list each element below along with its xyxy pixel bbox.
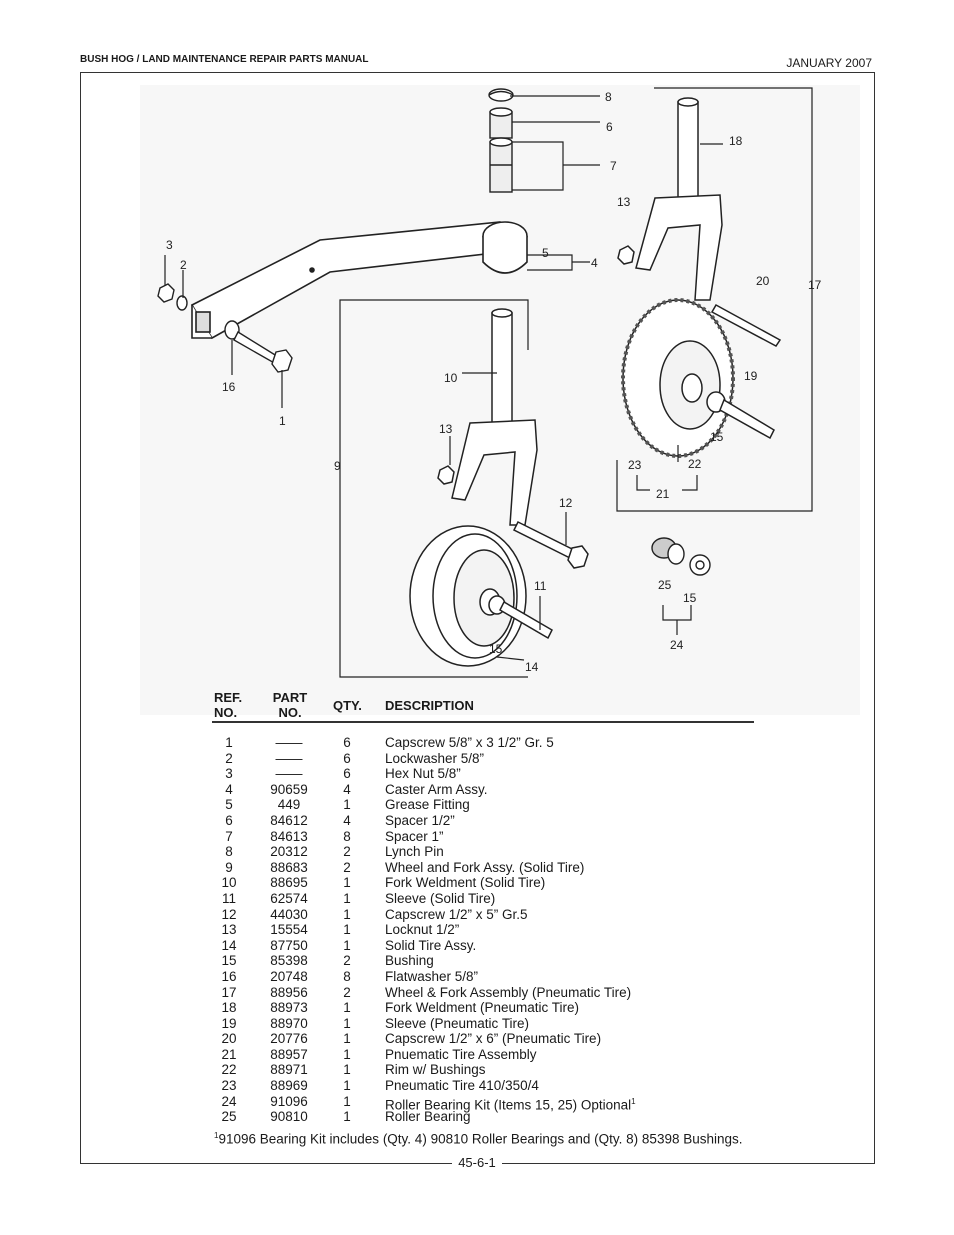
part-number-cell: [262, 1094, 316, 1110]
part-number-cell: [262, 1078, 316, 1094]
ref-cell: [212, 766, 246, 782]
callout-label: 10: [444, 371, 458, 385]
callout-label: 20: [756, 274, 770, 288]
qty-cell-text: 2: [343, 844, 351, 860]
qty-cell-text: 1: [343, 1062, 351, 1078]
qty-cell: [336, 751, 358, 767]
ref-cell: [212, 735, 246, 751]
table-row: [212, 953, 772, 969]
description-cell: [385, 1047, 537, 1063]
part-number-cell-text: 20776: [270, 1031, 308, 1047]
qty-cell-text: 4: [343, 812, 351, 828]
ref-cell: [212, 907, 246, 923]
description-cell-text: Rim w/ Bushings: [385, 1062, 486, 1078]
description-cell: [385, 907, 528, 923]
callout-label: 22: [688, 457, 702, 471]
page-number: [0, 1155, 954, 1170]
ref-cell-text: 13: [221, 922, 237, 938]
ref-cell: [212, 751, 246, 767]
part-number-cell: [262, 844, 316, 860]
part-number-cell: [262, 969, 316, 985]
ref-cell: [212, 938, 246, 954]
description-cell: [385, 829, 444, 845]
part-number-cell-text: 20748: [270, 968, 308, 984]
part-number-cell-text: 84612: [270, 812, 308, 828]
bearing-kit-footnote: [214, 1131, 743, 1147]
table-header-part: PART NO.: [272, 690, 308, 720]
description-cell-text: Capscrew 5/8” x 3 1/2” Gr. 5: [385, 735, 554, 750]
qty-cell-text: 8: [343, 828, 351, 844]
table-row: [212, 969, 772, 985]
qty-cell: [336, 1094, 358, 1110]
qty-cell-text: 1: [343, 1093, 351, 1109]
table-row: [212, 907, 772, 923]
description-cell: [385, 891, 495, 907]
callout-label: 21: [656, 487, 670, 501]
table-row: [212, 1109, 772, 1125]
qty-cell: [336, 735, 358, 751]
qty-cell-text: 1: [343, 1015, 351, 1031]
table-row: [212, 938, 772, 954]
part-number-cell: [262, 875, 316, 891]
callout-label: 2: [180, 258, 187, 272]
part-number-cell: [262, 1109, 316, 1125]
callout-label: 4: [591, 256, 598, 270]
description-cell: [385, 844, 444, 860]
callout-label: 13: [617, 195, 631, 209]
ref-cell-text: 12: [221, 906, 237, 922]
part-number-cell: [262, 797, 316, 813]
part-number-cell: [262, 907, 316, 923]
part-number-cell: [262, 922, 316, 938]
description-cell-text: Bushing: [385, 953, 434, 969]
ref-cell: [212, 1094, 246, 1110]
table-row: [212, 735, 772, 751]
ref-cell: [212, 1047, 246, 1063]
qty-cell-text: 1: [343, 1046, 351, 1062]
description-cell: [385, 985, 631, 1001]
description-cell-text: Capscrew 1/2” x 5” Gr.5: [385, 906, 528, 922]
table-row: [212, 1000, 772, 1016]
description-cell: [385, 875, 545, 891]
ref-cell: [212, 1109, 246, 1125]
ref-cell: [212, 1016, 246, 1032]
qty-cell: [336, 969, 358, 985]
table-row: [212, 797, 772, 813]
callout-label: 1: [279, 414, 286, 428]
qty-cell-text: 8: [343, 968, 351, 984]
qty-cell-text: 1: [343, 1109, 351, 1125]
ref-cell-text: 4: [225, 781, 233, 797]
description-cell: [385, 782, 488, 798]
ref-cell-text: 11: [221, 890, 236, 906]
qty-cell: [336, 782, 358, 798]
callout-label: 13: [439, 422, 453, 436]
qty-cell: [336, 1062, 358, 1078]
ref-cell: [212, 1062, 246, 1078]
qty-cell: [336, 1016, 358, 1032]
table-row: [212, 1093, 772, 1113]
ref-cell: [212, 797, 246, 813]
table-row: [212, 766, 772, 782]
qty-cell-text: 1: [343, 890, 351, 906]
callout-label: 18: [729, 134, 743, 148]
part-number-cell-text: ——: [275, 735, 303, 750]
qty-cell-text: 1: [343, 797, 351, 813]
part-number-cell: [262, 860, 316, 876]
qty-cell-text: 2: [343, 859, 351, 875]
description-cell: [385, 969, 478, 985]
description-cell-text: Spacer 1”: [385, 828, 444, 844]
parts-list-table: [212, 735, 772, 1125]
qty-cell-text: 6: [343, 735, 351, 750]
qty-cell: [336, 829, 358, 845]
part-number-cell-text: 15554: [270, 922, 308, 938]
ref-cell-text: 16: [221, 968, 237, 984]
description-cell: [385, 1062, 486, 1078]
part-number-cell: [262, 766, 316, 782]
qty-cell-text: 1: [343, 937, 351, 953]
part-number-cell: [262, 1047, 316, 1063]
qty-cell-text: 6: [343, 766, 351, 782]
description-cell-text: Caster Arm Assy.: [385, 781, 488, 797]
table-row: [212, 1047, 772, 1063]
description-cell: [385, 860, 584, 876]
part-number-cell: [262, 1062, 316, 1078]
qty-cell-text: 6: [343, 750, 351, 766]
table-row: [212, 1062, 772, 1078]
table-row: [212, 829, 772, 845]
qty-cell: [336, 860, 358, 876]
table-header-ref: REF. NO.: [214, 690, 243, 720]
part-number-cell-text: 90810: [270, 1109, 308, 1125]
part-number-cell: [262, 953, 316, 969]
ref-cell: [212, 844, 246, 860]
part-number-cell: [262, 985, 316, 1001]
part-number-cell-text: 87750: [270, 937, 308, 953]
description-cell-text: Roller Bearing: [385, 1109, 471, 1125]
part-number-cell-text: 20312: [270, 844, 308, 860]
callout-label: 15: [489, 642, 503, 656]
description-cell: [385, 922, 459, 938]
description-cell: [385, 1078, 539, 1094]
table-row: [212, 1016, 772, 1032]
callout-label: 14: [525, 660, 539, 674]
qty-cell: [336, 953, 358, 969]
part-number-cell-text: 449: [277, 797, 301, 813]
callout-label: 7: [610, 159, 617, 173]
ref-cell-text: 19: [221, 1015, 237, 1031]
qty-cell: [336, 1031, 358, 1047]
part-number-cell-text: ——: [275, 750, 303, 766]
part-number-cell: [262, 1016, 316, 1032]
callout-label: 6: [606, 120, 613, 134]
description-cell-text: Lockwasher 5/8”: [385, 750, 485, 766]
ref-cell: [212, 953, 246, 969]
qty-cell-text: 1: [343, 1000, 351, 1016]
description-cell-text: Solid Tire Assy.: [385, 937, 477, 953]
ref-cell-text: 21: [221, 1046, 237, 1062]
ref-cell: [212, 875, 246, 891]
qty-cell-text: 1: [343, 922, 351, 938]
part-number-cell-text: 88970: [270, 1015, 308, 1031]
part-number-cell-text: 62574: [270, 890, 308, 906]
manual-title-header: BUSH HOG / LAND MAINTENANCE REPAIR PARTS MANUAL: [80, 54, 369, 65]
description-cell: [385, 813, 455, 829]
callout-label: 17: [808, 278, 822, 292]
description-cell-text: Sleeve (Solid Tire): [385, 890, 496, 906]
description-cell-text: Grease Fitting: [385, 797, 470, 813]
ref-cell-text: 18: [221, 1000, 237, 1016]
qty-cell: [336, 1078, 358, 1094]
description-cell-text: Roller Bearing Kit (Items 15, 25) Optional: [385, 1097, 632, 1113]
table-row: [212, 782, 772, 798]
table-row: [212, 1031, 772, 1047]
ref-cell-text: 14: [221, 937, 237, 953]
description-cell: [385, 766, 461, 782]
ref-cell-text: 3: [225, 766, 233, 782]
ref-cell: [212, 969, 246, 985]
ref-cell-text: 20: [221, 1031, 237, 1047]
qty-cell: [336, 875, 358, 891]
qty-cell-text: 1: [343, 906, 351, 922]
description-cell: [385, 1016, 529, 1032]
ref-cell: [212, 1000, 246, 1016]
ref-cell-text: 23: [221, 1078, 237, 1094]
part-number-cell-text: 90659: [270, 781, 308, 797]
part-number-cell-text: 85398: [270, 953, 308, 969]
table-row: [212, 1078, 772, 1094]
description-cell: [385, 751, 484, 767]
qty-cell: [336, 797, 358, 813]
table-row: [212, 844, 772, 860]
ref-cell: [212, 829, 246, 845]
ref-cell: [212, 1031, 246, 1047]
ref-cell-text: 9: [225, 859, 233, 875]
qty-cell-text: 1: [343, 1078, 351, 1094]
table-row: [212, 751, 772, 767]
callout-label: 11: [534, 579, 547, 593]
part-number-cell: [262, 829, 316, 845]
part-number-cell: [262, 891, 316, 907]
qty-cell: [336, 1109, 358, 1125]
callout-label: 9: [334, 459, 341, 473]
part-number-cell-text: ——: [275, 766, 303, 782]
description-cell-text: Fork Weldment (Pneumatic Tire): [385, 1000, 580, 1016]
part-number-cell: [262, 735, 316, 751]
qty-cell: [336, 844, 358, 860]
description-cell-text: Pnuematic Tire Assembly: [385, 1046, 537, 1062]
ref-cell: [212, 782, 246, 798]
page-number-label: 45-6-1: [452, 1155, 502, 1170]
part-number-cell-text: 88683: [270, 859, 308, 875]
part-number-cell: [262, 813, 316, 829]
description-cell-text: Capscrew 1/2” x 6” (Pneumatic Tire): [385, 1031, 602, 1047]
part-number-cell-text: 44030: [270, 906, 308, 922]
part-number-cell-text: 88695: [270, 875, 308, 891]
part-number-cell: [262, 751, 316, 767]
table-row: [212, 813, 772, 829]
qty-cell: [336, 1047, 358, 1063]
qty-cell-text: 2: [343, 984, 351, 1000]
callout-label: 23: [628, 458, 642, 472]
description-cell-text: Locknut 1/2”: [385, 922, 460, 938]
part-number-cell: [262, 782, 316, 798]
callout-label: 25: [658, 578, 672, 592]
qty-cell: [336, 922, 358, 938]
part-number-cell-text: 88971: [270, 1062, 308, 1078]
callout-label: 24: [670, 638, 684, 652]
callout-label: 8: [605, 90, 612, 104]
qty-cell-text: 4: [343, 781, 351, 797]
qty-cell: [336, 907, 358, 923]
ref-cell-text: 8: [225, 844, 233, 860]
ref-cell-text: 22: [221, 1062, 237, 1078]
table-header-rule: [212, 721, 754, 723]
ref-cell: [212, 813, 246, 829]
description-cell: [385, 938, 476, 954]
description-cell: [385, 1031, 601, 1047]
description-cell: [385, 797, 470, 813]
callout-label: 15: [683, 591, 697, 605]
date-header: JANUARY 2007: [786, 56, 872, 70]
description-cell: [385, 1000, 579, 1016]
description-cell: [385, 953, 434, 969]
qty-cell: [336, 1000, 358, 1016]
ref-cell: [212, 985, 246, 1001]
ref-cell-text: 15: [221, 953, 237, 969]
part-number-cell: [262, 1000, 316, 1016]
part-number-cell-text: 91096: [270, 1093, 308, 1109]
part-number-cell-text: 88956: [270, 984, 308, 1000]
ref-cell-text: 24: [221, 1093, 237, 1109]
callout-label: 15: [710, 430, 724, 444]
description-cell-text: Wheel and Fork Assy. (Solid Tire): [385, 859, 585, 875]
ref-cell: [212, 922, 246, 938]
qty-cell: [336, 891, 358, 907]
callout-label: 3: [166, 238, 173, 252]
part-number-cell-text: 88973: [270, 1000, 308, 1016]
qty-cell: [336, 938, 358, 954]
ref-cell-text: 7: [225, 828, 233, 844]
qty-cell-text: 1: [343, 875, 351, 891]
ref-cell-text: 17: [221, 984, 237, 1000]
callout-label: 16: [222, 380, 236, 394]
description-cell: [385, 1109, 471, 1125]
footnote-marker: 1: [214, 1131, 219, 1140]
ref-cell-text: 10: [221, 875, 237, 891]
ref-cell-text: 25: [221, 1109, 237, 1125]
qty-cell: [336, 766, 358, 782]
description-cell-text: Wheel & Fork Assembly (Pneumatic Tire): [385, 984, 632, 1000]
part-number-cell: [262, 938, 316, 954]
description-cell-text: Fork Weldment (Solid Tire): [385, 875, 546, 891]
qty-cell: [336, 813, 358, 829]
part-number-cell-text: 88957: [270, 1046, 308, 1062]
table-row: [212, 875, 772, 891]
description-cell-text: Pneumatic Tire 410/350/4: [385, 1078, 539, 1094]
table-row: [212, 922, 772, 938]
part-number-cell-text: 84613: [270, 828, 308, 844]
table-row: [212, 860, 772, 876]
ref-cell-text: 6: [225, 812, 233, 828]
description-cell-text: Sleeve (Pneumatic Tire): [385, 1015, 530, 1031]
description-cell-text: Flatwasher 5/8”: [385, 968, 479, 984]
part-number-cell: [262, 1031, 316, 1047]
ref-cell: [212, 860, 246, 876]
table-header-qty: QTY.: [333, 698, 362, 713]
description-cell-text: Lynch Pin: [385, 844, 444, 860]
ref-cell-text: 1: [225, 735, 233, 750]
description-cell-text: Spacer 1/2”: [385, 812, 455, 828]
callout-label: 12: [559, 496, 573, 510]
ref-cell: [212, 1078, 246, 1094]
table-header-description: DESCRIPTION: [385, 698, 474, 713]
qty-cell-text: 1: [343, 1031, 351, 1047]
description-cell: [385, 735, 554, 751]
table-row: [212, 891, 772, 907]
table-row: [212, 985, 772, 1001]
footnote-marker: 1: [631, 1096, 636, 1106]
description-cell-text: Hex Nut 5/8”: [385, 766, 461, 782]
part-number-cell-text: 88969: [270, 1078, 308, 1094]
qty-cell: [336, 985, 358, 1001]
callout-label: 19: [744, 369, 758, 383]
ref-cell-text: 2: [225, 750, 233, 766]
ref-cell-text: 5: [225, 797, 233, 813]
qty-cell-text: 2: [343, 953, 351, 969]
callout-label: 5: [542, 246, 549, 260]
ref-cell: [212, 891, 246, 907]
footnote-text: 91096 Bearing Kit includes (Qty. 4) 90810 Roller Bearings and (Qty. 8) 85398 Bushings.: [218, 1131, 743, 1147]
